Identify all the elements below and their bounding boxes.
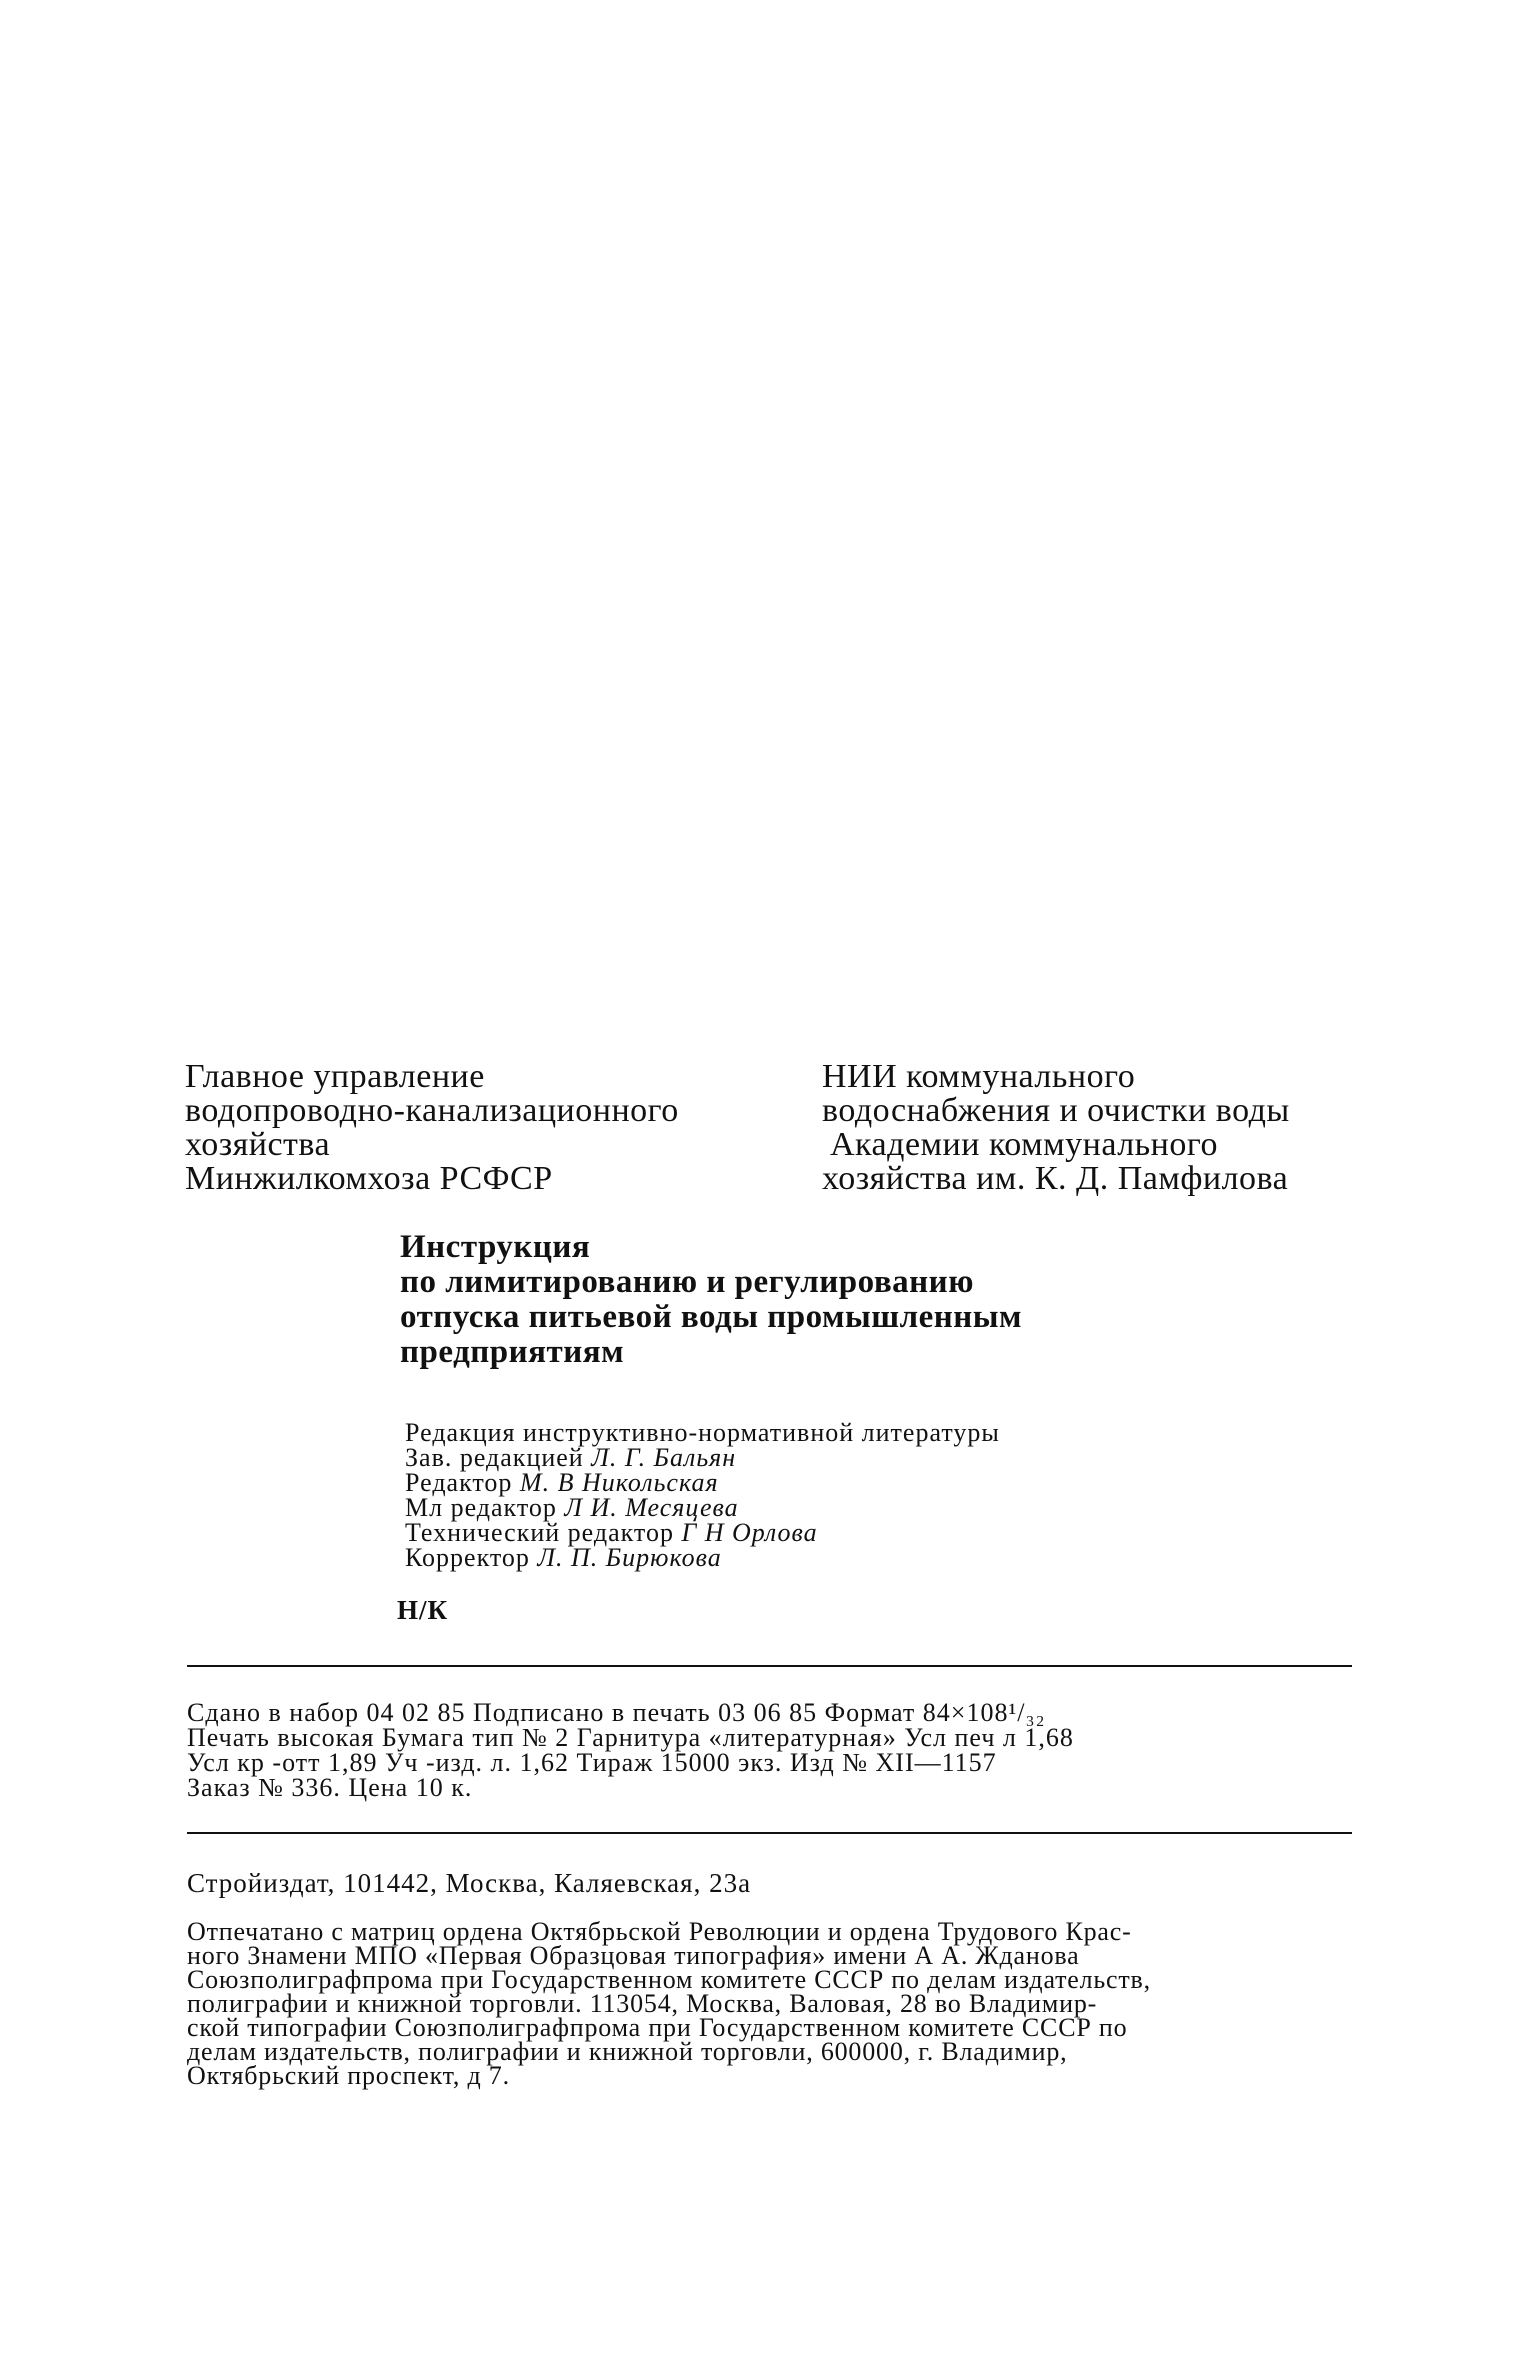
credit-name: Г Н Орлова (681, 1518, 818, 1547)
issuing-organization-right (822, 1060, 1290, 1196)
org-right-line: хозяйства им. К. Д. Памфилова (822, 1160, 1289, 1197)
imprint-line: Печать высокая Бумага тип № 2 Гарнитура «литературная» Усл печ л 1,68 (187, 1723, 1074, 1752)
printing-line: Октябрьский проспект, д 7. (187, 2061, 510, 2090)
title-line: Инструкция (400, 1229, 591, 1265)
credits-junior-editor (405, 1495, 1000, 1520)
credit-name: Л И. Месяцева (564, 1493, 739, 1522)
credit-name: М. В Никольская (519, 1468, 719, 1497)
imprint-line: Заказ № 336. Цена 10 к. (187, 1773, 473, 1802)
credit-label: Технический редактор (405, 1518, 674, 1547)
org-right-line: Академии коммунального (830, 1126, 1218, 1163)
org-left-line: Главное управление (185, 1058, 485, 1095)
org-left-line: хозяйства (185, 1126, 331, 1163)
printing-note (187, 1917, 1352, 2090)
credits-head-editor (405, 1445, 1000, 1470)
credit-label: Зав. редакцией (405, 1443, 584, 1472)
print-imprint (187, 1700, 1352, 1800)
credit-name: Л. П. Бирюкова (537, 1543, 722, 1572)
printing-line: ного Знамени МПО «Первая Образцовая типография» имени А А. Жданова (187, 1941, 1080, 1970)
publisher-address: Стройиздат, 101442, Москва, Каляевская, 23а (187, 1868, 752, 1898)
issuing-organization-left (185, 1060, 679, 1196)
credits-edition: Редакция инструктивно-нормативной литературы (405, 1418, 1000, 1447)
credits-proofreader (405, 1545, 1000, 1570)
credit-name: Л. Г. Бальян (591, 1443, 737, 1472)
printing-line: ской типографии Союзполиграфпрома при Государственном комитете СССР по (187, 2013, 1128, 2042)
title-line: по лимитированию и регулированию (400, 1264, 974, 1300)
title-line: отпуска питьевой воды промышленным (400, 1299, 1023, 1335)
org-left-line: Минжилкомхоза РСФСР (185, 1160, 553, 1197)
credits-tech-editor (405, 1520, 1000, 1545)
document-title (400, 1230, 1022, 1370)
divider-top (187, 1665, 1352, 1667)
credit-label: Мл редактор (405, 1493, 557, 1522)
editorial-credits (405, 1420, 1000, 1570)
org-right-line: водоснабжения и очистки воды (822, 1092, 1290, 1129)
divider-bottom (187, 1832, 1352, 1834)
imprint-line: Усл кр -отт 1,89 Уч -изд. л. 1,62 Тираж 15000 экз. Изд № XII—1157 (187, 1748, 997, 1777)
printing-line: делам издательств, полиграфии и книжной торговли, 600000, г. Владимир, (187, 2037, 1068, 2066)
printing-line: Союзполиграфпрома при Государственном комитете СССР по делам издательств, (187, 1965, 1151, 1994)
nk-mark: Н/К (397, 1595, 449, 1625)
credit-label: Корректор (405, 1543, 530, 1572)
title-line: предприятиям (400, 1334, 625, 1370)
org-left-line: водопроводно-канализационного (185, 1092, 679, 1129)
printing-line: Отпечатано с матриц ордена Октябрьской Революции и ордена Трудового Крас- (187, 1917, 1132, 1946)
org-right-line: НИИ коммунального (822, 1058, 1136, 1095)
credit-label: Редактор (405, 1468, 513, 1497)
printing-line: полиграфии и книжной торговли. 113054, Москва, Валовая, 28 во Владимир- (187, 1989, 1098, 2018)
imprint-line: Сдано в набор 04 02 85 Подписано в печать 03 06 85 Формат 84×108¹/₃₂ (187, 1698, 1046, 1727)
credits-editor (405, 1470, 1000, 1495)
